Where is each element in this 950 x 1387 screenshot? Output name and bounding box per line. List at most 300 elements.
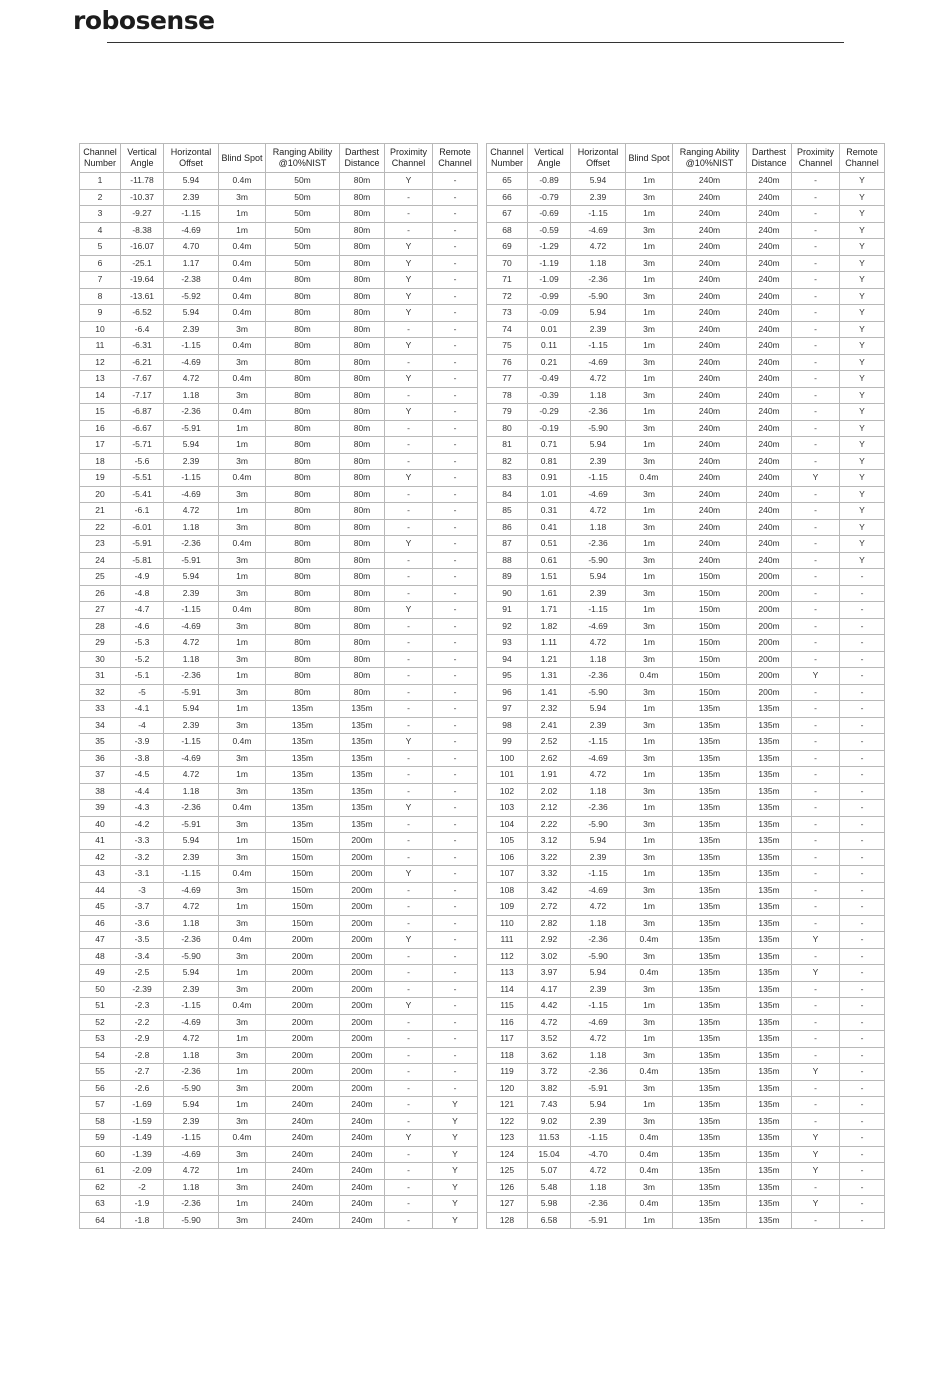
proximity-channel-cell: Y — [385, 272, 433, 289]
remote-channel-cell: Y — [840, 222, 885, 239]
horizontal-offset-cell: 4.72 — [571, 635, 626, 652]
darthest-distance-cell: 240m — [340, 1196, 385, 1213]
table-row — [80, 651, 478, 668]
ranging-ability-cell: 150m — [673, 585, 747, 602]
darthest-distance-cell: 200m — [340, 1064, 385, 1081]
table-row — [487, 387, 885, 404]
ranging-ability-cell: 80m — [266, 569, 340, 586]
ranging-ability-cell: 135m — [673, 1047, 747, 1064]
remote-channel-cell: - — [433, 734, 478, 751]
channel-number-cell: 16 — [80, 420, 121, 437]
vertical-angle-cell: -0.19 — [528, 420, 571, 437]
proximity-channel-cell: Y — [385, 371, 433, 388]
proximity-channel-cell: - — [385, 222, 433, 239]
channel-number-cell: 30 — [80, 651, 121, 668]
channel-number-cell: 21 — [80, 503, 121, 520]
blind-spot-cell: 0.4m — [219, 305, 266, 322]
header-remote-channel: Remote Channel — [840, 144, 885, 173]
table-row — [80, 1196, 478, 1213]
channel-number-cell: 8 — [80, 288, 121, 305]
remote-channel-cell: - — [840, 833, 885, 850]
table-row — [80, 585, 478, 602]
channel-number-cell: 46 — [80, 915, 121, 932]
remote-channel-cell: - — [433, 668, 478, 685]
channel-number-cell: 22 — [80, 519, 121, 536]
blind-spot-cell: 3m — [626, 849, 673, 866]
horizontal-offset-cell: -2.36 — [164, 404, 219, 421]
ranging-ability-cell: 135m — [266, 717, 340, 734]
ranging-ability-cell: 135m — [673, 899, 747, 916]
horizontal-offset-cell: 4.72 — [164, 1163, 219, 1180]
blind-spot-cell: 0.4m — [626, 1163, 673, 1180]
table-row — [80, 206, 478, 223]
remote-channel-cell: Y — [840, 354, 885, 371]
darthest-distance-cell: 135m — [747, 1179, 792, 1196]
table-row — [80, 602, 478, 619]
remote-channel-cell: - — [840, 800, 885, 817]
ranging-ability-cell: 240m — [673, 486, 747, 503]
remote-channel-cell: - — [840, 1047, 885, 1064]
table-row — [80, 1146, 478, 1163]
proximity-channel-cell: - — [792, 552, 840, 569]
channel-number-cell: 45 — [80, 899, 121, 916]
vertical-angle-cell: -4 — [121, 717, 164, 734]
vertical-angle-cell: 3.82 — [528, 1080, 571, 1097]
table-row — [487, 1130, 885, 1147]
darthest-distance-cell: 135m — [747, 1196, 792, 1213]
blind-spot-cell: 3m — [219, 1113, 266, 1130]
table-row — [80, 470, 478, 487]
remote-channel-cell: - — [840, 618, 885, 635]
darthest-distance-cell: 135m — [340, 767, 385, 784]
vertical-angle-cell: -3.9 — [121, 734, 164, 751]
darthest-distance-cell: 135m — [340, 816, 385, 833]
horizontal-offset-cell: -2.36 — [164, 668, 219, 685]
darthest-distance-cell: 240m — [747, 338, 792, 355]
remote-channel-cell: - — [840, 948, 885, 965]
table-row — [487, 420, 885, 437]
vertical-angle-cell: 2.22 — [528, 816, 571, 833]
darthest-distance-cell: 80m — [340, 635, 385, 652]
table-row — [487, 1047, 885, 1064]
vertical-angle-cell: -4.6 — [121, 618, 164, 635]
ranging-ability-cell: 240m — [266, 1163, 340, 1180]
remote-channel-cell: - — [433, 503, 478, 520]
remote-channel-cell: - — [840, 882, 885, 899]
vertical-angle-cell: 9.02 — [528, 1113, 571, 1130]
proximity-channel-cell: - — [792, 767, 840, 784]
table-row — [487, 354, 885, 371]
table-row — [80, 486, 478, 503]
darthest-distance-cell: 200m — [747, 602, 792, 619]
darthest-distance-cell: 80m — [340, 371, 385, 388]
table-row — [487, 965, 885, 982]
remote-channel-cell: - — [433, 255, 478, 272]
blind-spot-cell: 1m — [219, 767, 266, 784]
channel-number-cell: 75 — [487, 338, 528, 355]
channel-number-cell: 101 — [487, 767, 528, 784]
proximity-channel-cell: - — [385, 387, 433, 404]
proximity-channel-cell: - — [792, 404, 840, 421]
table-row — [80, 552, 478, 569]
proximity-channel-cell: - — [385, 882, 433, 899]
proximity-channel-cell: - — [792, 1212, 840, 1229]
ranging-ability-cell: 135m — [673, 734, 747, 751]
darthest-distance-cell: 240m — [747, 503, 792, 520]
vertical-angle-cell: 1.01 — [528, 486, 571, 503]
vertical-angle-cell: -11.78 — [121, 173, 164, 190]
table-row — [487, 338, 885, 355]
channel-number-cell: 62 — [80, 1179, 121, 1196]
channel-number-cell: 113 — [487, 965, 528, 982]
channel-number-cell: 128 — [487, 1212, 528, 1229]
vertical-angle-cell: -3.4 — [121, 948, 164, 965]
remote-channel-cell: Y — [840, 503, 885, 520]
darthest-distance-cell: 135m — [747, 1163, 792, 1180]
vertical-angle-cell: -0.79 — [528, 189, 571, 206]
table-row — [487, 882, 885, 899]
darthest-distance-cell: 80m — [340, 470, 385, 487]
darthest-distance-cell: 80m — [340, 668, 385, 685]
vertical-angle-cell: -4.3 — [121, 800, 164, 817]
blind-spot-cell: 0.4m — [626, 668, 673, 685]
proximity-channel-cell: Y — [385, 866, 433, 883]
blind-spot-cell: 1m — [626, 1097, 673, 1114]
channel-number-cell: 127 — [487, 1196, 528, 1213]
remote-channel-cell: - — [433, 519, 478, 536]
darthest-distance-cell: 240m — [747, 387, 792, 404]
darthest-distance-cell: 135m — [747, 701, 792, 718]
blind-spot-cell: 3m — [219, 684, 266, 701]
blind-spot-cell: 0.4m — [219, 338, 266, 355]
channel-number-cell: 120 — [487, 1080, 528, 1097]
horizontal-offset-cell: -4.69 — [164, 222, 219, 239]
vertical-angle-cell: 1.31 — [528, 668, 571, 685]
blind-spot-cell: 0.4m — [219, 239, 266, 256]
darthest-distance-cell: 80m — [340, 354, 385, 371]
ranging-ability-cell: 240m — [673, 354, 747, 371]
table-row — [80, 437, 478, 454]
ranging-ability-cell: 80m — [266, 635, 340, 652]
blind-spot-cell: 0.4m — [219, 272, 266, 289]
table-row — [487, 932, 885, 949]
vertical-angle-cell: -1.49 — [121, 1130, 164, 1147]
blind-spot-cell: 1m — [219, 1097, 266, 1114]
darthest-distance-cell: 80m — [340, 321, 385, 338]
table-row — [487, 255, 885, 272]
table-row — [487, 866, 885, 883]
darthest-distance-cell: 200m — [340, 948, 385, 965]
horizontal-offset-cell: -2.36 — [164, 1196, 219, 1213]
channel-number-cell: 100 — [487, 750, 528, 767]
ranging-ability-cell: 135m — [673, 998, 747, 1015]
darthest-distance-cell: 80m — [340, 536, 385, 553]
table-row — [487, 1146, 885, 1163]
darthest-distance-cell: 135m — [747, 1031, 792, 1048]
proximity-channel-cell: - — [792, 734, 840, 751]
vertical-angle-cell: 2.82 — [528, 915, 571, 932]
vertical-angle-cell: 0.21 — [528, 354, 571, 371]
darthest-distance-cell: 200m — [340, 915, 385, 932]
vertical-angle-cell: -6.1 — [121, 503, 164, 520]
darthest-distance-cell: 135m — [747, 1113, 792, 1130]
horizontal-offset-cell: 1.18 — [164, 1179, 219, 1196]
table-row — [80, 899, 478, 916]
table-row — [80, 965, 478, 982]
remote-channel-cell: - — [433, 684, 478, 701]
remote-channel-cell: Y — [840, 470, 885, 487]
horizontal-offset-cell: 5.94 — [571, 305, 626, 322]
darthest-distance-cell: 80m — [340, 173, 385, 190]
blind-spot-cell: 3m — [626, 1080, 673, 1097]
channel-number-cell: 33 — [80, 701, 121, 718]
horizontal-offset-cell: -2.36 — [571, 272, 626, 289]
channel-number-cell: 79 — [487, 404, 528, 421]
channel-number-cell: 87 — [487, 536, 528, 553]
horizontal-offset-cell: 5.94 — [571, 1097, 626, 1114]
vertical-angle-cell: 1.71 — [528, 602, 571, 619]
ranging-ability-cell: 240m — [266, 1097, 340, 1114]
vertical-angle-cell: -5.3 — [121, 635, 164, 652]
horizontal-offset-cell: -2.36 — [571, 1064, 626, 1081]
vertical-angle-cell: -4.4 — [121, 783, 164, 800]
table-row — [80, 255, 478, 272]
vertical-angle-cell: 3.72 — [528, 1064, 571, 1081]
proximity-channel-cell: - — [792, 585, 840, 602]
table-row — [487, 585, 885, 602]
table-row — [487, 470, 885, 487]
table-row — [80, 618, 478, 635]
blind-spot-cell: 0.4m — [219, 288, 266, 305]
proximity-channel-cell: Y — [385, 338, 433, 355]
ranging-ability-cell: 135m — [673, 783, 747, 800]
ranging-ability-cell: 50m — [266, 239, 340, 256]
vertical-angle-cell: 6.58 — [528, 1212, 571, 1229]
horizontal-offset-cell: 1.18 — [164, 387, 219, 404]
remote-channel-cell: - — [433, 948, 478, 965]
channel-number-cell: 11 — [80, 338, 121, 355]
proximity-channel-cell: - — [792, 503, 840, 520]
table-row — [487, 800, 885, 817]
table-row — [80, 420, 478, 437]
ranging-ability-cell: 50m — [266, 173, 340, 190]
proximity-channel-cell: Y — [792, 1196, 840, 1213]
remote-channel-cell: - — [433, 1031, 478, 1048]
channel-number-cell: 114 — [487, 981, 528, 998]
ranging-ability-cell: 135m — [673, 965, 747, 982]
horizontal-offset-cell: 1.17 — [164, 255, 219, 272]
proximity-channel-cell: - — [385, 981, 433, 998]
ranging-ability-cell: 50m — [266, 255, 340, 272]
channel-number-cell: 112 — [487, 948, 528, 965]
channel-number-cell: 1 — [80, 173, 121, 190]
proximity-channel-cell: - — [792, 338, 840, 355]
proximity-channel-cell: - — [385, 635, 433, 652]
blind-spot-cell: 3m — [626, 1047, 673, 1064]
darthest-distance-cell: 240m — [747, 470, 792, 487]
proximity-channel-cell: - — [385, 668, 433, 685]
remote-channel-cell: - — [433, 1047, 478, 1064]
horizontal-offset-cell: 5.94 — [571, 569, 626, 586]
darthest-distance-cell: 80m — [340, 437, 385, 454]
ranging-ability-cell: 150m — [673, 651, 747, 668]
channel-number-cell: 117 — [487, 1031, 528, 1048]
vertical-angle-cell: -2 — [121, 1179, 164, 1196]
ranging-ability-cell: 135m — [673, 1179, 747, 1196]
remote-channel-cell: - — [840, 1080, 885, 1097]
blind-spot-cell: 1m — [626, 305, 673, 322]
horizontal-offset-cell: -4.69 — [571, 222, 626, 239]
header-channel-number: Channel Number — [487, 144, 528, 173]
ranging-ability-cell: 240m — [266, 1146, 340, 1163]
channel-number-cell: 34 — [80, 717, 121, 734]
blind-spot-cell: 3m — [219, 189, 266, 206]
darthest-distance-cell: 240m — [340, 1097, 385, 1114]
blind-spot-cell: 3m — [219, 585, 266, 602]
proximity-channel-cell: - — [385, 1064, 433, 1081]
proximity-channel-cell: - — [792, 569, 840, 586]
remote-channel-cell: - — [433, 387, 478, 404]
blind-spot-cell: 3m — [219, 321, 266, 338]
horizontal-offset-cell: -1.15 — [164, 602, 219, 619]
ranging-ability-cell: 240m — [673, 371, 747, 388]
vertical-angle-cell: 2.62 — [528, 750, 571, 767]
darthest-distance-cell: 135m — [340, 717, 385, 734]
horizontal-offset-cell: 1.18 — [164, 783, 219, 800]
table-row — [80, 783, 478, 800]
blind-spot-cell: 3m — [626, 486, 673, 503]
proximity-channel-cell: Y — [385, 998, 433, 1015]
channel-number-cell: 28 — [80, 618, 121, 635]
vertical-angle-cell: -0.29 — [528, 404, 571, 421]
ranging-ability-cell: 135m — [673, 1080, 747, 1097]
channel-number-cell: 55 — [80, 1064, 121, 1081]
channel-number-cell: 57 — [80, 1097, 121, 1114]
vertical-angle-cell: -4.7 — [121, 602, 164, 619]
remote-channel-cell: - — [433, 651, 478, 668]
channel-number-cell: 44 — [80, 882, 121, 899]
horizontal-offset-cell: 1.18 — [571, 651, 626, 668]
horizontal-offset-cell: 1.18 — [571, 783, 626, 800]
ranging-ability-cell: 135m — [673, 717, 747, 734]
blind-spot-cell: 3m — [219, 948, 266, 965]
darthest-distance-cell: 200m — [747, 569, 792, 586]
vertical-angle-cell: -4.8 — [121, 585, 164, 602]
ranging-ability-cell: 135m — [673, 750, 747, 767]
ranging-ability-cell: 150m — [266, 899, 340, 916]
proximity-channel-cell: - — [792, 783, 840, 800]
remote-channel-cell: - — [840, 767, 885, 784]
blind-spot-cell: 1m — [219, 1031, 266, 1048]
table-row — [487, 816, 885, 833]
channel-number-cell: 51 — [80, 998, 121, 1015]
channel-number-cell: 66 — [487, 189, 528, 206]
ranging-ability-cell: 80m — [266, 321, 340, 338]
horizontal-offset-cell: 1.18 — [164, 651, 219, 668]
blind-spot-cell: 0.4m — [626, 470, 673, 487]
vertical-angle-cell: 5.07 — [528, 1163, 571, 1180]
darthest-distance-cell: 240m — [747, 305, 792, 322]
blind-spot-cell: 3m — [626, 948, 673, 965]
ranging-ability-cell: 240m — [673, 272, 747, 289]
table-row — [487, 173, 885, 190]
horizontal-offset-cell: 1.18 — [164, 915, 219, 932]
darthest-distance-cell: 135m — [747, 932, 792, 949]
proximity-channel-cell: Y — [792, 965, 840, 982]
ranging-ability-cell: 240m — [673, 519, 747, 536]
proximity-channel-cell: Y — [385, 470, 433, 487]
channel-number-cell: 72 — [487, 288, 528, 305]
ranging-ability-cell: 240m — [673, 552, 747, 569]
vertical-angle-cell: -7.67 — [121, 371, 164, 388]
vertical-angle-cell: 3.32 — [528, 866, 571, 883]
darthest-distance-cell: 240m — [747, 453, 792, 470]
proximity-channel-cell: - — [385, 1031, 433, 1048]
channel-number-cell: 7 — [80, 272, 121, 289]
darthest-distance-cell: 80m — [340, 206, 385, 223]
ranging-ability-cell: 150m — [673, 668, 747, 685]
ranging-ability-cell: 240m — [266, 1212, 340, 1229]
blind-spot-cell: 0.4m — [219, 602, 266, 619]
ranging-ability-cell: 135m — [266, 734, 340, 751]
darthest-distance-cell: 135m — [747, 800, 792, 817]
channel-number-cell: 49 — [80, 965, 121, 982]
blind-spot-cell: 1m — [626, 998, 673, 1015]
vertical-angle-cell: -7.17 — [121, 387, 164, 404]
proximity-channel-cell: - — [385, 1146, 433, 1163]
darthest-distance-cell: 80m — [340, 585, 385, 602]
table-row — [487, 1080, 885, 1097]
proximity-channel-cell: - — [385, 1014, 433, 1031]
horizontal-offset-cell: -5.91 — [164, 420, 219, 437]
channel-number-cell: 99 — [487, 734, 528, 751]
remote-channel-cell: - — [433, 602, 478, 619]
remote-channel-cell: - — [840, 602, 885, 619]
ranging-ability-cell: 80m — [266, 272, 340, 289]
darthest-distance-cell: 240m — [747, 486, 792, 503]
ranging-ability-cell: 200m — [266, 1014, 340, 1031]
channel-number-cell: 96 — [487, 684, 528, 701]
vertical-angle-cell: -4.9 — [121, 569, 164, 586]
remote-channel-cell: Y — [433, 1097, 478, 1114]
vertical-angle-cell: -0.59 — [528, 222, 571, 239]
vertical-angle-cell: -5 — [121, 684, 164, 701]
channel-number-cell: 85 — [487, 503, 528, 520]
darthest-distance-cell: 135m — [747, 816, 792, 833]
darthest-distance-cell: 135m — [747, 965, 792, 982]
proximity-channel-cell: - — [792, 717, 840, 734]
horizontal-offset-cell: -4.69 — [164, 354, 219, 371]
blind-spot-cell: 3m — [626, 189, 673, 206]
table-row — [80, 866, 478, 883]
remote-channel-cell: Y — [840, 305, 885, 322]
ranging-ability-cell: 80m — [266, 503, 340, 520]
vertical-angle-cell: 3.62 — [528, 1047, 571, 1064]
remote-channel-cell: - — [433, 767, 478, 784]
ranging-ability-cell: 150m — [266, 866, 340, 883]
horizontal-offset-cell: -5.91 — [164, 552, 219, 569]
proximity-channel-cell: - — [385, 1212, 433, 1229]
proximity-channel-cell: - — [385, 1163, 433, 1180]
proximity-channel-cell: - — [385, 965, 433, 982]
proximity-channel-cell: - — [792, 849, 840, 866]
remote-channel-cell: Y — [433, 1130, 478, 1147]
blind-spot-cell: 3m — [626, 387, 673, 404]
table-row — [80, 1097, 478, 1114]
darthest-distance-cell: 135m — [340, 800, 385, 817]
blind-spot-cell: 0.4m — [219, 866, 266, 883]
blind-spot-cell: 1m — [626, 734, 673, 751]
